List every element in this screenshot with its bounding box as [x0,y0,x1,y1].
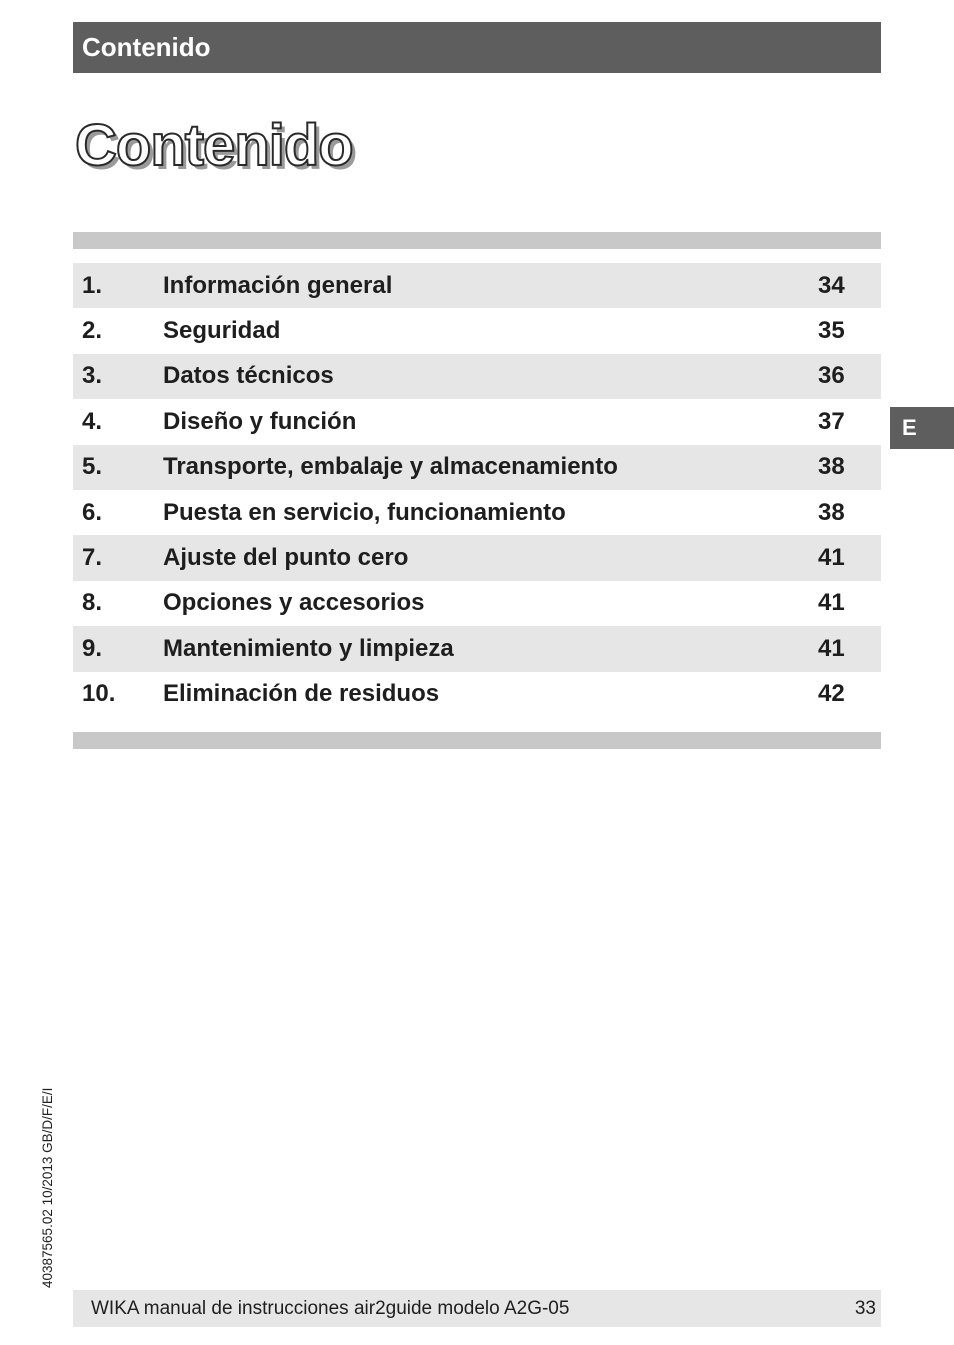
toc-title: Ajuste del punto cero [163,544,409,572]
toc-number: 6. [82,498,103,526]
toc-title: Diseño y función [163,407,357,435]
toc-number: 10. [82,680,116,708]
toc-title: Datos técnicos [163,362,334,390]
toc-row[interactable] [73,672,881,717]
toc-page: 38 [818,498,845,526]
toc-title: Opciones y accesorios [163,589,425,617]
page-number: 33 [854,1297,876,1319]
toc-row[interactable] [73,354,881,399]
toc-page: 34 [818,271,845,299]
toc-title: Información general [163,271,393,299]
toc-page: 42 [818,680,845,708]
toc-page: 37 [818,407,845,435]
section-header-label: Contenido [82,32,211,62]
page-footer [73,1290,881,1327]
toc-page: 35 [818,317,845,345]
footer-text: WIKA manual de instrucciones air2guide modelo A2G-05 [91,1297,570,1319]
toc-row[interactable] [73,445,881,490]
toc-page: 41 [818,544,845,572]
toc-title: Mantenimiento y limpieza [163,634,454,662]
toc-title: Eliminación de residuos [163,680,440,708]
toc-number: 4. [82,407,103,435]
section-header [73,22,881,73]
toc-title: Puesta en servicio, funcionamiento [163,498,566,526]
document-code: 40387565.02 10/2013 GB/D/F/E/I [40,1087,55,1288]
toc-row[interactable] [73,535,881,580]
toc-title: Seguridad [163,317,281,345]
toc-number: 3. [82,362,103,390]
toc-page: 38 [818,453,845,481]
toc-row[interactable] [73,490,881,535]
toc-number: 9. [82,634,103,662]
divider-bottom [73,732,881,749]
toc-number: 5. [82,453,103,481]
toc-page: 41 [818,589,845,617]
language-tab: E [890,407,954,449]
toc-title: Transporte, embalaje y almacenamiento [163,453,618,481]
toc-number: 7. [82,544,103,572]
toc-page: 41 [818,634,845,662]
toc-row[interactable] [73,399,881,444]
toc-page: 36 [818,362,845,390]
toc-row[interactable] [73,581,881,626]
toc-number: 8. [82,589,103,617]
toc-row[interactable] [73,263,881,308]
divider-top [73,232,881,249]
toc-row[interactable] [73,308,881,353]
page-title: Contenido [75,113,353,178]
toc-number: 1. [82,271,103,299]
toc-row[interactable] [73,626,881,671]
table-of-contents [73,263,881,717]
toc-number: 2. [82,317,103,345]
